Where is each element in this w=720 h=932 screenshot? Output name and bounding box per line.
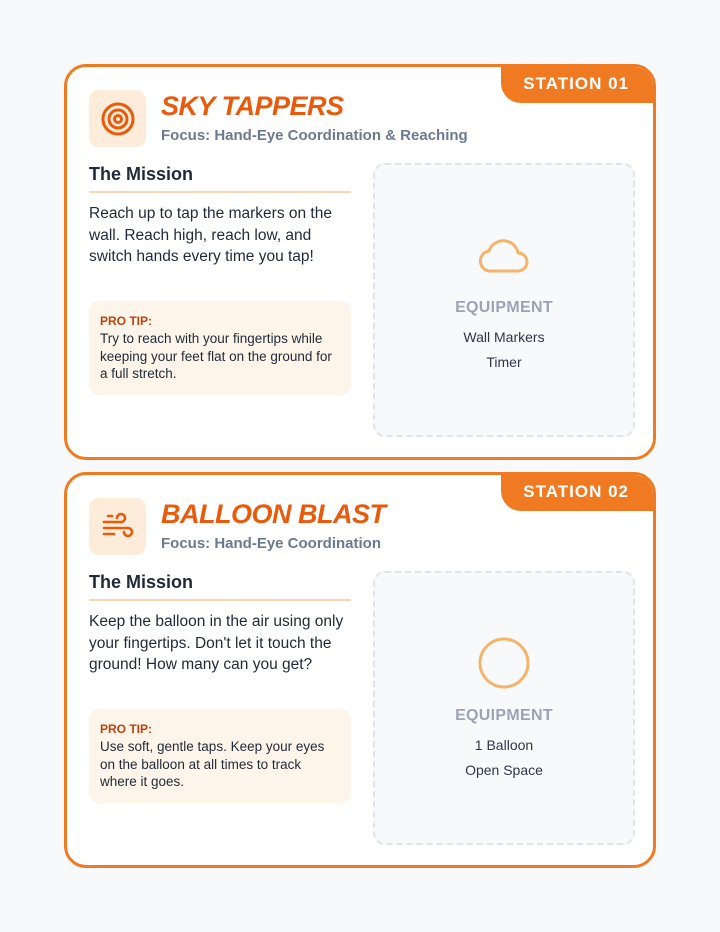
equipment-item: Open Space xyxy=(465,762,543,778)
pro-tip-box xyxy=(89,709,351,803)
wind-icon xyxy=(100,509,136,545)
equipment-label: EQUIPMENT xyxy=(455,707,553,724)
pro-tip-text: Use soft, gentle taps. Keep your eyes on the balloon at all times to track where it goes. xyxy=(100,739,325,789)
equipment-item: 1 Balloon xyxy=(474,737,534,753)
pro-tip-label: PRO TIP: xyxy=(100,314,153,328)
equipment-item: Wall Markers xyxy=(463,329,545,345)
equipment-list xyxy=(375,325,633,375)
station-card-1 xyxy=(64,64,656,460)
station-badge: STATION 01 xyxy=(501,67,653,103)
station-focus: Focus: Hand-Eye Coordination & Reaching xyxy=(161,127,468,144)
station-card-2 xyxy=(64,472,656,868)
target-icon xyxy=(100,101,136,137)
equipment-label: EQUIPMENT xyxy=(455,299,553,316)
equipment-panel xyxy=(373,163,635,437)
pro-tip-text: Try to reach with your fingertips while keeping your feet flat on the ground for a full stretch. xyxy=(100,331,332,381)
pro-tip-label: PRO TIP: xyxy=(100,722,153,736)
station-focus: Focus: Hand-Eye Coordination xyxy=(161,535,382,552)
pro-tip-box xyxy=(89,301,351,395)
mission-heading: The Mission xyxy=(89,572,351,601)
mission-text: Reach up to tap the markers on the wall. Reach high, reach low, and switch hands every time you tap! xyxy=(89,205,332,265)
equipment-panel xyxy=(373,571,635,845)
cloud-icon xyxy=(476,237,532,277)
station-title: SKY TAPPERS xyxy=(161,91,344,121)
equipment-item: Timer xyxy=(486,354,522,370)
mission-text: Keep the balloon in the air using only your fingertips. Don't let it touch the ground! How many can you get? xyxy=(89,613,344,673)
circle-icon xyxy=(476,635,532,691)
station-title: BALLOON BLAST xyxy=(161,499,386,529)
station-icon-box xyxy=(89,90,146,147)
mission-heading: The Mission xyxy=(89,164,351,193)
equipment-list xyxy=(375,733,633,783)
station-badge: STATION 02 xyxy=(501,475,653,511)
station-icon-box xyxy=(89,498,146,555)
